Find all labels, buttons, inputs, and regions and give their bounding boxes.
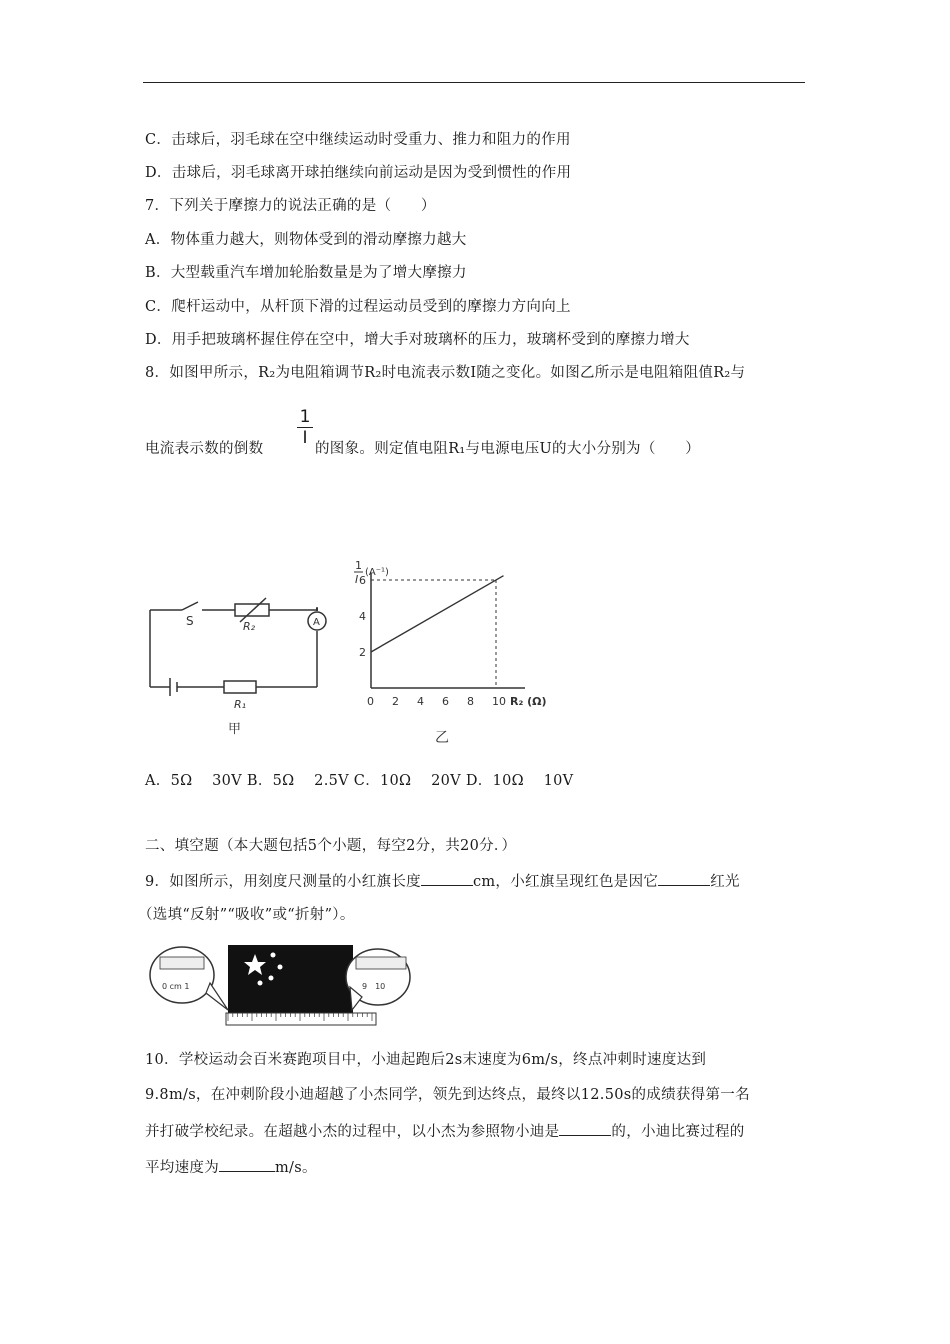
section2-heading: 二、填空题（本大题包括5个小题，每空2分，共20分．） bbox=[145, 838, 517, 854]
header-rule bbox=[143, 82, 805, 83]
q10-line4 bbox=[145, 1156, 317, 1177]
ruler bbox=[226, 1013, 376, 1025]
q9-blank-length[interactable] bbox=[421, 870, 473, 886]
y-tick-label: 4 bbox=[359, 610, 366, 623]
q7-stem: 7．下列关于摩擦力的说法正确的是（ ） bbox=[145, 198, 436, 214]
q9-text-b: cm，小红旗呈现红色是因它 bbox=[472, 874, 659, 890]
flag-ruler-figure bbox=[140, 935, 430, 1030]
x-tick-label: 6 bbox=[442, 695, 449, 708]
q8-stem-line2-post: 的图象。则定值电阻R₁与电源电压U的大小分别为（ ） bbox=[315, 441, 701, 457]
q8-stem-line1: 8．如图甲所示，R₂为电阻箱调节R₂时电流表示数I随之变化。如图乙所示是电阻箱阻值R₂与 bbox=[145, 365, 746, 381]
data-line bbox=[371, 576, 504, 652]
q10-text-b: 的，小迪比赛过程的 bbox=[611, 1124, 745, 1140]
x-label: R₂ (Ω) bbox=[510, 695, 547, 708]
circuit-frame bbox=[140, 590, 340, 740]
x-tick-label: 0 bbox=[367, 695, 374, 708]
q6-option-d: D．击球后，羽毛球离开球拍继续向前运动是因为受到惯性的作用 bbox=[145, 165, 572, 181]
y-tick-label: 6 bbox=[359, 574, 366, 587]
r2-label: R₂ bbox=[243, 620, 256, 633]
x-tick-label: 8 bbox=[467, 695, 474, 708]
q10-blank-speed[interactable] bbox=[219, 1156, 275, 1172]
q7-option-a: A．物体重力越大，则物体受到的滑动摩擦力越大 bbox=[145, 232, 467, 248]
x-tick-label: 4 bbox=[417, 695, 424, 708]
q8-fraction-num: 1 bbox=[297, 408, 313, 428]
y-label-den: I bbox=[355, 573, 359, 586]
x-tick-label: 10 bbox=[492, 695, 506, 708]
y-tick-label: 2 bbox=[359, 646, 366, 659]
q10-text-d: m/s。 bbox=[275, 1160, 317, 1176]
red-flag bbox=[228, 945, 353, 1018]
left-magnified-scale bbox=[160, 957, 204, 969]
q10-line3 bbox=[145, 1120, 745, 1141]
r1-label: R₁ bbox=[234, 698, 247, 711]
q7-option-d: D．用手把玻璃杯握住停在空中，增大手对玻璃杯的压力，玻璃杯受到的摩擦力增大 bbox=[145, 332, 690, 348]
q10-line2: 9.8m/s，在冲刺阶段小迪超越了小杰同学，领先到达终点，最终以12.50s的成绩获得第一名 bbox=[145, 1087, 750, 1103]
flag-small-star bbox=[258, 981, 263, 986]
switch-label: S bbox=[186, 614, 194, 628]
ammeter-label: A bbox=[313, 617, 320, 628]
right-scale-text: 9 10 bbox=[362, 982, 386, 991]
y-unit: (A⁻¹) bbox=[365, 567, 389, 578]
q7-option-b: B．大型载重汽车增加轮胎数量是为了增大摩擦力 bbox=[145, 265, 467, 281]
q10-blank-motion[interactable] bbox=[559, 1120, 611, 1136]
r1-resistor bbox=[224, 681, 256, 693]
q8-fraction bbox=[297, 408, 313, 447]
q9-text-a: 9．如图所示，用刻度尺测量的小红旗长度 bbox=[145, 874, 421, 890]
q9-line2: （选填“反射”“吸收”或“折射”）。 bbox=[138, 907, 355, 923]
q9-text-c: 红光 bbox=[710, 874, 740, 890]
flag-small-star bbox=[278, 965, 283, 970]
q9-blank-reflect[interactable] bbox=[658, 870, 710, 886]
q7-option-c: C．爬杆运动中，从杆顶下滑的过程运动员受到的摩擦力方向向上 bbox=[145, 299, 571, 315]
q8-options: A．5Ω 30V B．5Ω 2.5V C．10Ω 20V D．10Ω 10V bbox=[145, 773, 574, 789]
graph-chart bbox=[345, 555, 560, 750]
q8-stem-line2-pre: 电流表示数的倒数 bbox=[145, 441, 264, 457]
q9-line1 bbox=[145, 870, 740, 891]
q10-line1: 10．学校运动会百米赛跑项目中，小迪起跑后2s末速度为6m/s，终点冲刺时速度达到 bbox=[145, 1052, 707, 1068]
q10-text-a: 并打破学校纪录。在超越小杰的过程中，以小杰为参照物小迪是 bbox=[145, 1124, 560, 1140]
x-tick-label: 2 bbox=[392, 695, 399, 708]
q10-text-c: 平均速度为 bbox=[145, 1160, 219, 1176]
left-magnifier bbox=[150, 947, 214, 1003]
left-scale-text: 0 cm 1 bbox=[162, 982, 190, 991]
flag-small-star bbox=[271, 953, 276, 958]
graph-caption: 乙 bbox=[435, 730, 449, 746]
flag-small-star bbox=[269, 976, 274, 981]
left-magnifier-pointer bbox=[206, 983, 228, 1010]
q8-fraction-den: I bbox=[302, 428, 308, 448]
y-label-num: 1 bbox=[355, 559, 362, 572]
right-magnified-scale bbox=[356, 957, 406, 969]
circuit-caption: 甲 bbox=[228, 722, 242, 737]
q6-option-c: C．击球后，羽毛球在空中继续运动时受重力、推力和阻力的作用 bbox=[145, 132, 571, 148]
